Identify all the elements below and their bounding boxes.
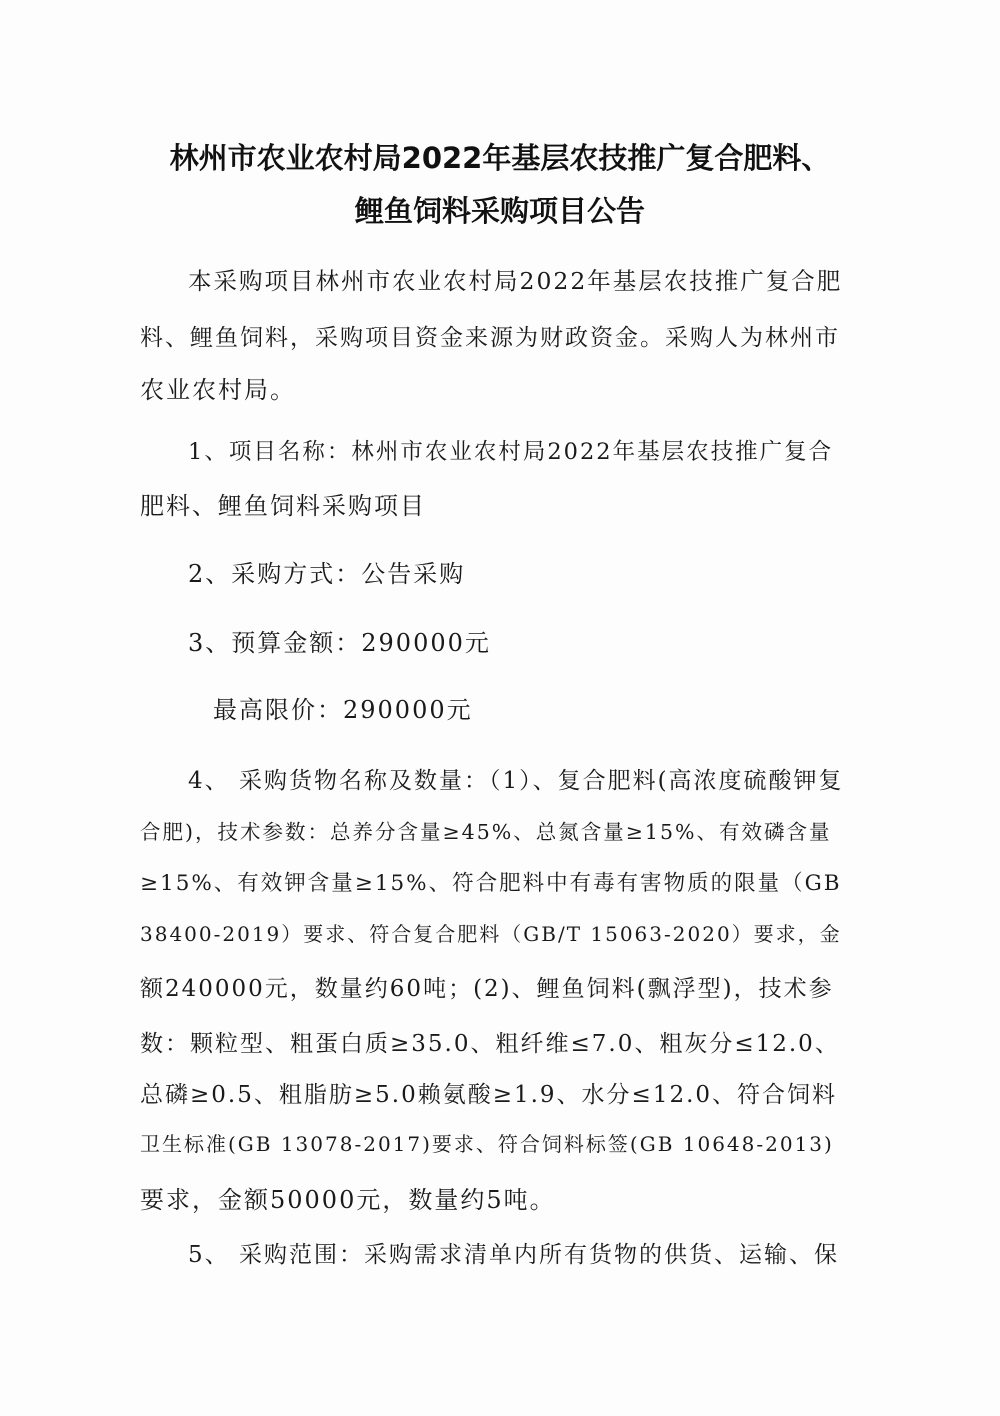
body-line: 合肥)，技术参数：总养分含量≥45%、总氮含量≥15%、有效磷含量 bbox=[140, 820, 832, 844]
body-line: 最高限价：290000元 bbox=[213, 696, 473, 724]
body-line: 3、预算金额：290000元 bbox=[188, 629, 491, 657]
body-line: 5、 采购范围：采购需求清单内所有货物的供货、运输、保 bbox=[188, 1242, 839, 1268]
body-line: 数：颗粒型、粗蛋白质≥35.0、粗纤维≤7.0、粗灰分≤12.0、 bbox=[140, 1031, 840, 1057]
document-title-line-2: 鲤鱼饲料采购项目公告 bbox=[354, 194, 645, 228]
body-line: 料、鲤鱼饲料，采购项目资金来源为财政资金。采购人为林州市 bbox=[140, 325, 840, 351]
body-line: 额240000元，数量约60吨；(2)、鲤鱼饲料(飘浮型)，技术参 bbox=[140, 976, 834, 1002]
body-line: ≥15%、有效钾含量≥15%、符合肥料中有毒有害物质的限量（GB bbox=[140, 871, 842, 896]
body-line: 1、项目名称：林州市农业农村局2022年基层农技推广复合 bbox=[188, 439, 834, 465]
body-line: 38400-2019）要求、符合复合肥料（GB/T 15063-2020）要求，金 bbox=[140, 922, 842, 946]
body-line: 总磷≥0.5、粗脂肪≥5.0赖氨酸≥1.9、水分≤12.0、符合饲料 bbox=[140, 1082, 838, 1108]
body-line: 卫生标准(GB 13078-2017)要求、符合饲料标签(GB 10648-2013) bbox=[140, 1132, 834, 1156]
body-line: 肥料、鲤鱼饲料采购项目 bbox=[140, 492, 426, 520]
body-line: 要求，金额50000元，数量约5吨。 bbox=[140, 1186, 556, 1214]
body-line: 2、采购方式：公告采购 bbox=[188, 560, 466, 588]
body-line: 农业农村局。 bbox=[140, 376, 296, 404]
document-title-line-1: 林州市农业农村局2022年基层农技推广复合肥料、 bbox=[169, 141, 831, 175]
body-line: 本采购项目林州市农业农村局2022年基层农技推广复合肥 bbox=[188, 267, 843, 295]
body-line: 4、 采购货物名称及数量：（1）、复合肥料(高浓度硫酸钾复 bbox=[188, 768, 844, 794]
